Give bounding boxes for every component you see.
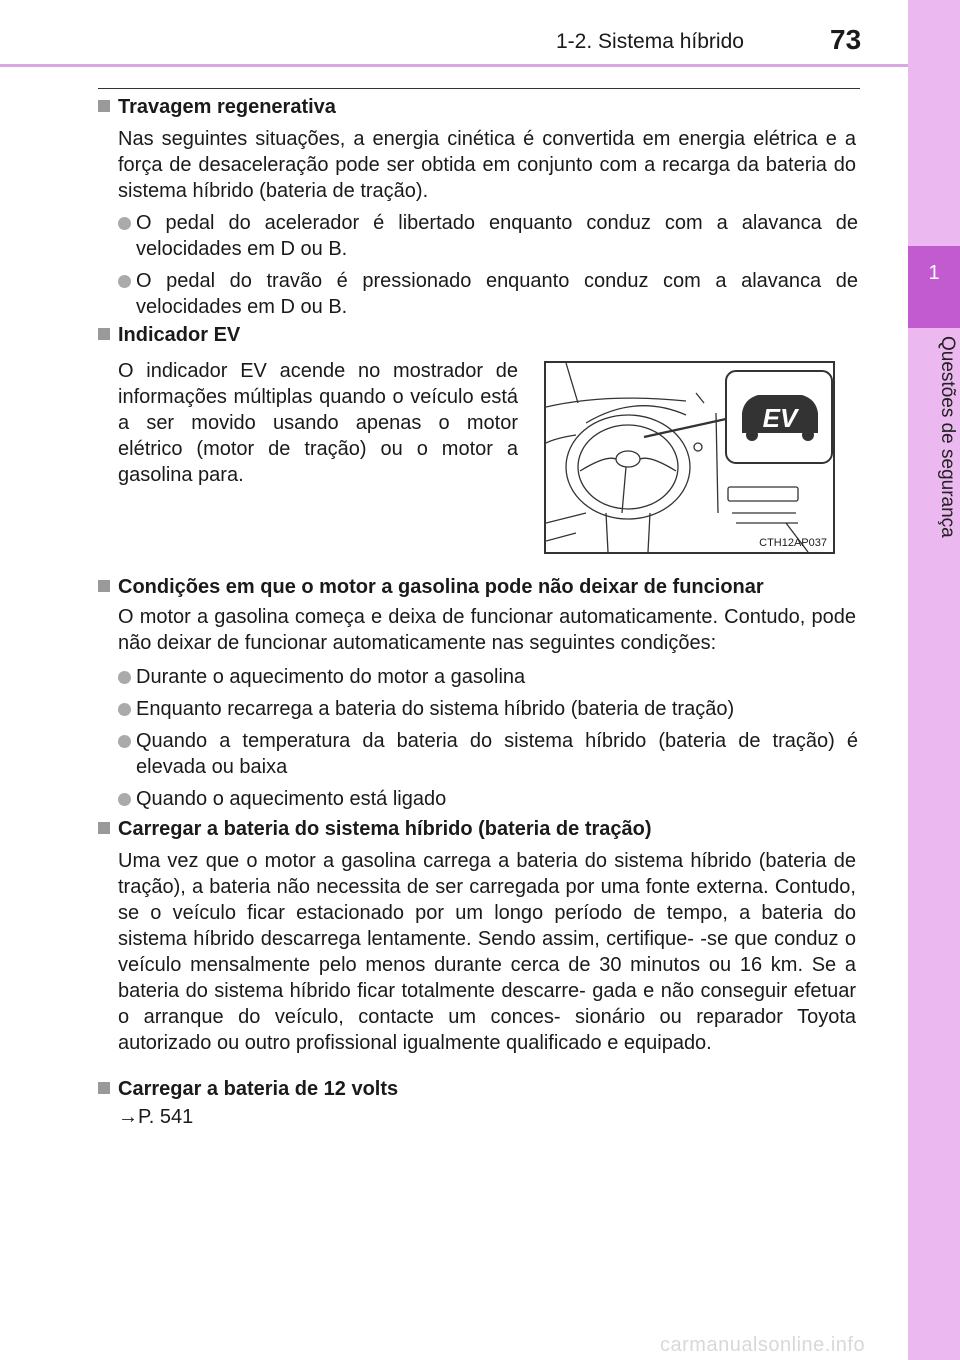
- section-square-icon: [98, 100, 110, 112]
- bullet-dot-icon: [118, 793, 131, 806]
- page-number: 73: [830, 24, 862, 55]
- paragraph-ev: O indicador EV acende no mostrador de informações múltiplas quando o veículo está a ser movido usando apenas o motor elétrico (motor de tração) ou o motor a gasolina para.: [118, 360, 518, 486]
- header-section-title: 1-2. Sistema híbrido: [556, 30, 744, 53]
- bullet-dot-icon: [118, 703, 131, 716]
- list-item: Quando a temperatura da bateria do sistema híbrido (bateria de tração) é elevada ou baixa: [118, 728, 858, 780]
- section-square-icon: [98, 1082, 110, 1094]
- bullet-dot-icon: [118, 217, 131, 230]
- section-square-icon: [98, 822, 110, 834]
- chapter-label: Questões de segurança: [937, 336, 958, 538]
- ev-dashboard-illustration: [544, 361, 835, 554]
- list-item: O pedal do travão é pressionado enquanto conduz com a alavanca de velocidades em D ou B.: [118, 268, 858, 320]
- section-title-engine: Condições em que o motor a gasolina pode não deixar de funcionar: [98, 576, 764, 599]
- paragraph-engine: O motor a gasolina começa e deixa de funcionar automaticamente. Contudo, pode não deixar de funcionar automaticamente nas seguintes condições:: [118, 606, 856, 654]
- list-item: Durante o aquecimento do motor a gasolina: [118, 664, 858, 690]
- list-item: Quando o aquecimento está ligado: [118, 786, 858, 812]
- watermark: carmanualsonline.info: [660, 1334, 866, 1356]
- page-reference-link[interactable]: →P. 541: [118, 1106, 194, 1128]
- bullet-dot-icon: [118, 735, 131, 748]
- paragraph-charge: Uma vez que o motor a gasolina carrega a bateria do sistema híbrido (bateria de tração), a bateria não necessita de ser carregada por uma fonte externa. Contudo, se o veículo ficar estacionado por um longo período de tempo, a bateria do sistema híbrido descarrega lentamente. Sendo assim, certifique- -se que conduz o veículo mensalmente pelo menos durante cerca de 30 minutos ou 16 km. Se a bateria do sistema híbrido ficar totalmente descarre- gada e não conseguir efetuar o arranque do veículo, contacte um conces- sionário ou reparador Toyota autorizado ou outro profissional igualmente qualificado e equipado.: [118, 850, 856, 1054]
- header-divider: [0, 64, 908, 67]
- ev-icon-label: EV: [762, 403, 798, 433]
- bullet-dot-icon: [118, 671, 131, 684]
- content-top-rule: [98, 88, 860, 89]
- chapter-tab-active[interactable]: [908, 246, 960, 328]
- section-square-icon: [98, 580, 110, 592]
- section-title-battery12: Carregar a bateria de 12 volts: [98, 1078, 398, 1101]
- section-title-charge: Carregar a bateria do sistema híbrido (bateria de tração): [98, 818, 652, 841]
- chapter-number: 1: [928, 262, 940, 284]
- bullet-dot-icon: [118, 275, 131, 288]
- section-square-icon: [98, 328, 110, 340]
- section-title-regen: Travagem regenerativa: [98, 96, 336, 119]
- figure-code: CTH12AP037: [759, 537, 827, 549]
- paragraph-regen: Nas seguintes situações, a energia cinética é convertida em energia elétrica e a força de desaceleração pode ser obtida em conjunto com a recarga da bateria do sistema híbrido (bateria de tração).: [118, 128, 856, 202]
- list-item: O pedal do acelerador é libertado enquanto conduz com a alavanca de velocidades em D ou B.: [118, 210, 858, 262]
- section-title-ev: Indicador EV: [98, 324, 240, 347]
- dashboard-drawing: [546, 363, 833, 552]
- chapter-side-tab: [908, 0, 960, 1360]
- list-item: Enquanto recarrega a bateria do sistema híbrido (bateria de tração): [118, 696, 858, 722]
